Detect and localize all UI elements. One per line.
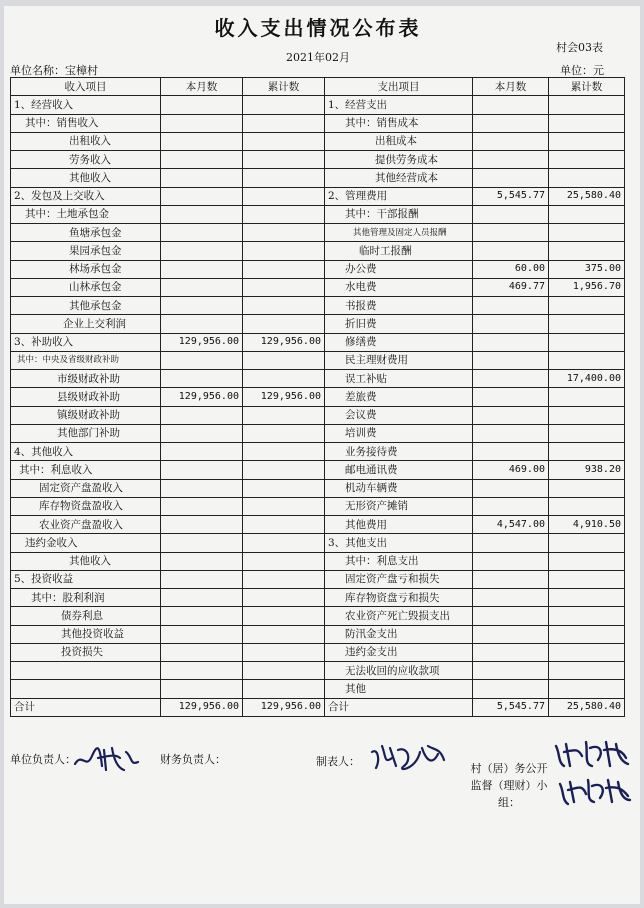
amount-cell: [161, 406, 243, 424]
table-row: [11, 114, 625, 132]
amount-cell: 129,956.00: [243, 388, 325, 406]
amount-cell: 5,545.77: [473, 187, 549, 205]
amount-cell: [549, 570, 625, 588]
amount-cell: [473, 552, 549, 570]
table-row: [11, 534, 625, 552]
amount-cell: [473, 114, 549, 132]
amount-cell: 60.00: [473, 260, 549, 278]
amount-cell: 375.00: [549, 260, 625, 278]
amount-cell: [473, 424, 549, 442]
table-row: [11, 643, 625, 661]
amount-cell: [243, 242, 325, 260]
amount-cell: [549, 169, 625, 187]
item-cell: 劳务收入: [11, 151, 161, 169]
item-cell: 合计: [325, 698, 473, 716]
item-cell: 出租成本: [325, 132, 473, 150]
amount-cell: [473, 680, 549, 698]
column-header: 收入项目: [11, 78, 161, 96]
amount-cell: [161, 643, 243, 661]
amount-cell: [243, 151, 325, 169]
amount-cell: [243, 497, 325, 515]
unit-head-signature: [72, 742, 142, 776]
table-row: [11, 370, 625, 388]
amount-cell: [473, 479, 549, 497]
item-cell: 1、经营支出: [325, 96, 473, 114]
item-cell: 书报费: [325, 297, 473, 315]
amount-cell: [549, 114, 625, 132]
amount-cell: [473, 443, 549, 461]
amount-cell: [549, 680, 625, 698]
item-cell: [11, 662, 161, 680]
amount-cell: [549, 224, 625, 242]
amount-cell: 1,956.70: [549, 278, 625, 296]
amount-cell: [473, 351, 549, 369]
amount-cell: [161, 224, 243, 242]
item-cell: 培训费: [325, 424, 473, 442]
amount-cell: [161, 497, 243, 515]
amount-cell: [161, 132, 243, 150]
item-cell: 其中：销售收入: [11, 114, 161, 132]
amount-cell: [161, 370, 243, 388]
amount-cell: [161, 552, 243, 570]
amount-cell: [473, 242, 549, 260]
item-cell: 违约金支出: [325, 643, 473, 661]
amount-cell: [161, 260, 243, 278]
amount-cell: [473, 333, 549, 351]
amount-cell: [243, 315, 325, 333]
amount-cell: 129,956.00: [243, 333, 325, 351]
amount-cell: [243, 424, 325, 442]
item-cell: 其中：销售成本: [325, 114, 473, 132]
amount-cell: [161, 479, 243, 497]
amount-cell: [549, 132, 625, 150]
preparer-label: 制表人：: [316, 755, 360, 768]
column-header: 累计数: [549, 78, 625, 96]
amount-cell: [161, 461, 243, 479]
amount-cell: [161, 589, 243, 607]
currency-unit: 单位：元: [560, 64, 604, 77]
amount-cell: [473, 151, 549, 169]
amount-cell: [243, 534, 325, 552]
item-cell: 其他经营成本: [325, 169, 473, 187]
amount-cell: [473, 96, 549, 114]
amount-cell: [243, 589, 325, 607]
amount-cell: [549, 643, 625, 661]
item-cell: 其中：利息支出: [325, 552, 473, 570]
item-cell: 其中：股利利润: [11, 589, 161, 607]
amount-cell: [243, 187, 325, 205]
amount-cell: 129,956.00: [161, 388, 243, 406]
amount-cell: [473, 497, 549, 515]
item-cell: 防汛金支出: [325, 625, 473, 643]
amount-cell: [161, 443, 243, 461]
amount-cell: 129,956.00: [161, 333, 243, 351]
item-cell: 1、经营收入: [11, 96, 161, 114]
amount-cell: [549, 242, 625, 260]
amount-cell: [473, 534, 549, 552]
page-title: 收入支出情况公布表: [214, 16, 422, 40]
item-cell: 2、管理费用: [325, 187, 473, 205]
amount-cell: [243, 169, 325, 187]
amount-cell: [473, 643, 549, 661]
amount-cell: [243, 114, 325, 132]
amount-cell: 129,956.00: [161, 698, 243, 716]
report-date: 2021年02月: [286, 51, 350, 64]
amount-cell: [473, 224, 549, 242]
item-cell: 折旧费: [325, 315, 473, 333]
amount-cell: [473, 370, 549, 388]
disclosure-form: [4, 6, 640, 904]
amount-cell: [243, 297, 325, 315]
amount-cell: [549, 315, 625, 333]
amount-cell: 5,545.77: [473, 698, 549, 716]
item-cell: 临时工报酬: [325, 242, 473, 260]
item-cell: 邮电通讯费: [325, 461, 473, 479]
amount-cell: [161, 570, 243, 588]
table-row: [11, 625, 625, 643]
table-row: [11, 351, 625, 369]
item-cell: 果园承包金: [11, 242, 161, 260]
amount-cell: [243, 96, 325, 114]
table-row: [11, 406, 625, 424]
item-cell: 其他: [325, 680, 473, 698]
item-cell: 违约金收入: [11, 534, 161, 552]
item-cell: 5、投资收益: [11, 570, 161, 588]
item-cell: 其中：土地承包金: [11, 205, 161, 223]
amount-cell: [473, 589, 549, 607]
item-cell: 办公费: [325, 260, 473, 278]
income-expense-table: [10, 77, 625, 717]
item-cell: 2、发包及上交收入: [11, 187, 161, 205]
item-cell: 业务接待费: [325, 443, 473, 461]
unit-head-label: 单位负责人：: [10, 753, 76, 766]
item-cell: 4、其他收入: [11, 443, 161, 461]
item-cell: 机动车辆费: [325, 479, 473, 497]
amount-cell: [473, 169, 549, 187]
amount-cell: [161, 114, 243, 132]
group-signature-1: [552, 736, 632, 772]
amount-cell: [243, 351, 325, 369]
amount-cell: [243, 625, 325, 643]
item-cell: 其他收入: [11, 552, 161, 570]
unit-name: 单位名称：宝樟村: [10, 64, 98, 77]
item-cell: 差旅费: [325, 388, 473, 406]
amount-cell: [243, 552, 325, 570]
amount-cell: [243, 205, 325, 223]
table-row: [11, 187, 625, 205]
amount-cell: [243, 443, 325, 461]
column-header: 本月数: [161, 78, 243, 96]
item-cell: 民主理财费用: [325, 351, 473, 369]
amount-cell: [161, 625, 243, 643]
item-cell: 其他承包金: [11, 297, 161, 315]
item-cell: 市级财政补助: [11, 370, 161, 388]
table-row: [11, 516, 625, 534]
table-row: [11, 680, 625, 698]
table-row: [11, 662, 625, 680]
item-cell: 修缮费: [325, 333, 473, 351]
table-row: [11, 242, 625, 260]
item-cell: 库存物资盘盈收入: [11, 497, 161, 515]
amount-cell: [549, 297, 625, 315]
amount-cell: [473, 315, 549, 333]
item-cell: 会议费: [325, 406, 473, 424]
item-cell: 其中：中央及省级财政补助: [11, 351, 161, 369]
amount-cell: [473, 607, 549, 625]
amount-cell: [549, 552, 625, 570]
amount-cell: [243, 370, 325, 388]
amount-cell: [161, 187, 243, 205]
amount-cell: [161, 680, 243, 698]
amount-cell: [549, 406, 625, 424]
amount-cell: [161, 516, 243, 534]
amount-cell: [161, 96, 243, 114]
table-row: [11, 570, 625, 588]
item-cell: 其他收入: [11, 169, 161, 187]
table-row: [11, 278, 625, 296]
table-row: [11, 132, 625, 150]
table-row: [11, 169, 625, 187]
amount-cell: [243, 570, 325, 588]
form-number: 村会03表: [556, 41, 603, 54]
column-header: 支出项目: [325, 78, 473, 96]
amount-cell: [161, 205, 243, 223]
amount-cell: 938.20: [549, 461, 625, 479]
item-cell: 其他投资收益: [11, 625, 161, 643]
amount-cell: [161, 607, 243, 625]
amount-cell: [243, 516, 325, 534]
amount-cell: [161, 169, 243, 187]
table-row: [11, 260, 625, 278]
amount-cell: 469.00: [473, 461, 549, 479]
item-cell: 固定资产盘亏和损失: [325, 570, 473, 588]
amount-cell: [243, 643, 325, 661]
amount-cell: [161, 424, 243, 442]
amount-cell: [549, 351, 625, 369]
item-cell: 企业上交利润: [11, 315, 161, 333]
item-cell: 其中：干部报酬: [325, 205, 473, 223]
item-cell: 县级财政补助: [11, 388, 161, 406]
item-cell: 债券利息: [11, 607, 161, 625]
amount-cell: [161, 278, 243, 296]
table-row: [11, 552, 625, 570]
item-cell: 其中：利息收入: [11, 461, 161, 479]
item-cell: 其他管理及固定人员报酬: [325, 224, 473, 242]
amount-cell: [549, 151, 625, 169]
table-row: [11, 315, 625, 333]
amount-cell: [549, 497, 625, 515]
table-row: [11, 388, 625, 406]
amount-cell: [549, 388, 625, 406]
amount-cell: [243, 607, 325, 625]
table-row: [11, 297, 625, 315]
item-cell: 提供劳务成本: [325, 151, 473, 169]
item-cell: 水电费: [325, 278, 473, 296]
table-row: [11, 96, 625, 114]
table-row: [11, 205, 625, 223]
table-row: [11, 461, 625, 479]
item-cell: 库存物资盘亏和损失: [325, 589, 473, 607]
amount-cell: 25,580.40: [549, 187, 625, 205]
table-row: [11, 497, 625, 515]
amount-cell: [161, 315, 243, 333]
amount-cell: [161, 351, 243, 369]
item-cell: 其他费用: [325, 516, 473, 534]
item-cell: 3、补助收入: [11, 333, 161, 351]
table-row: [11, 607, 625, 625]
table-row: [11, 589, 625, 607]
amount-cell: 469.77: [473, 278, 549, 296]
item-cell: 其他部门补助: [11, 424, 161, 442]
amount-cell: [473, 662, 549, 680]
item-cell: 山林承包金: [11, 278, 161, 296]
column-header: 累计数: [243, 78, 325, 96]
amount-cell: [473, 132, 549, 150]
amount-cell: [473, 205, 549, 223]
amount-cell: [243, 662, 325, 680]
item-cell: 固定资产盘盈收入: [11, 479, 161, 497]
amount-cell: 4,910.50: [549, 516, 625, 534]
amount-cell: [549, 534, 625, 552]
amount-cell: [549, 333, 625, 351]
item-cell: 出租收入: [11, 132, 161, 150]
amount-cell: [549, 607, 625, 625]
amount-cell: [473, 406, 549, 424]
amount-cell: [473, 625, 549, 643]
amount-cell: [243, 224, 325, 242]
amount-cell: [243, 680, 325, 698]
table-row: [11, 698, 625, 716]
finance-head-label: 财务负责人：: [160, 753, 226, 766]
amount-cell: [549, 96, 625, 114]
amount-cell: [473, 388, 549, 406]
table-row: [11, 479, 625, 497]
amount-cell: [161, 534, 243, 552]
amount-cell: [549, 662, 625, 680]
amount-cell: [161, 242, 243, 260]
amount-cell: [161, 297, 243, 315]
item-cell: 农业资产死亡毁损支出: [325, 607, 473, 625]
item-cell: 投资损失: [11, 643, 161, 661]
preparer-signature: [368, 740, 448, 774]
table-row: [11, 333, 625, 351]
amount-cell: 25,580.40: [549, 698, 625, 716]
amount-cell: 4,547.00: [473, 516, 549, 534]
item-cell: 无形资产摊销: [325, 497, 473, 515]
amount-cell: [549, 479, 625, 497]
amount-cell: 17,400.00: [549, 370, 625, 388]
amount-cell: [473, 570, 549, 588]
item-cell: 鱼塘承包金: [11, 224, 161, 242]
table-row: [11, 151, 625, 169]
amount-cell: [243, 132, 325, 150]
amount-cell: [549, 589, 625, 607]
item-cell: 无法收回的应收款项: [325, 662, 473, 680]
amount-cell: [243, 406, 325, 424]
item-cell: 3、其他支出: [325, 534, 473, 552]
amount-cell: 129,956.00: [243, 698, 325, 716]
amount-cell: [549, 424, 625, 442]
table-row: [11, 443, 625, 461]
amount-cell: [243, 479, 325, 497]
supervision-group-label: 村（居）务公开监督（理财）小组：: [470, 762, 548, 809]
column-header: 本月数: [473, 78, 549, 96]
item-cell: 误工补贴: [325, 370, 473, 388]
table-header-row: [11, 78, 625, 96]
amount-cell: [549, 205, 625, 223]
table-row: [11, 224, 625, 242]
amount-cell: [243, 461, 325, 479]
item-cell: 合计: [11, 698, 161, 716]
group-signature-2: [556, 772, 632, 808]
table-row: [11, 424, 625, 442]
amount-cell: [243, 278, 325, 296]
amount-cell: [549, 625, 625, 643]
table-body: [11, 96, 625, 717]
item-cell: 农业资产盘盈收入: [11, 516, 161, 534]
item-cell: 林场承包金: [11, 260, 161, 278]
item-cell: 镇级财政补助: [11, 406, 161, 424]
amount-cell: [473, 297, 549, 315]
amount-cell: [161, 151, 243, 169]
amount-cell: [549, 443, 625, 461]
item-cell: [11, 680, 161, 698]
amount-cell: [243, 260, 325, 278]
amount-cell: [161, 662, 243, 680]
